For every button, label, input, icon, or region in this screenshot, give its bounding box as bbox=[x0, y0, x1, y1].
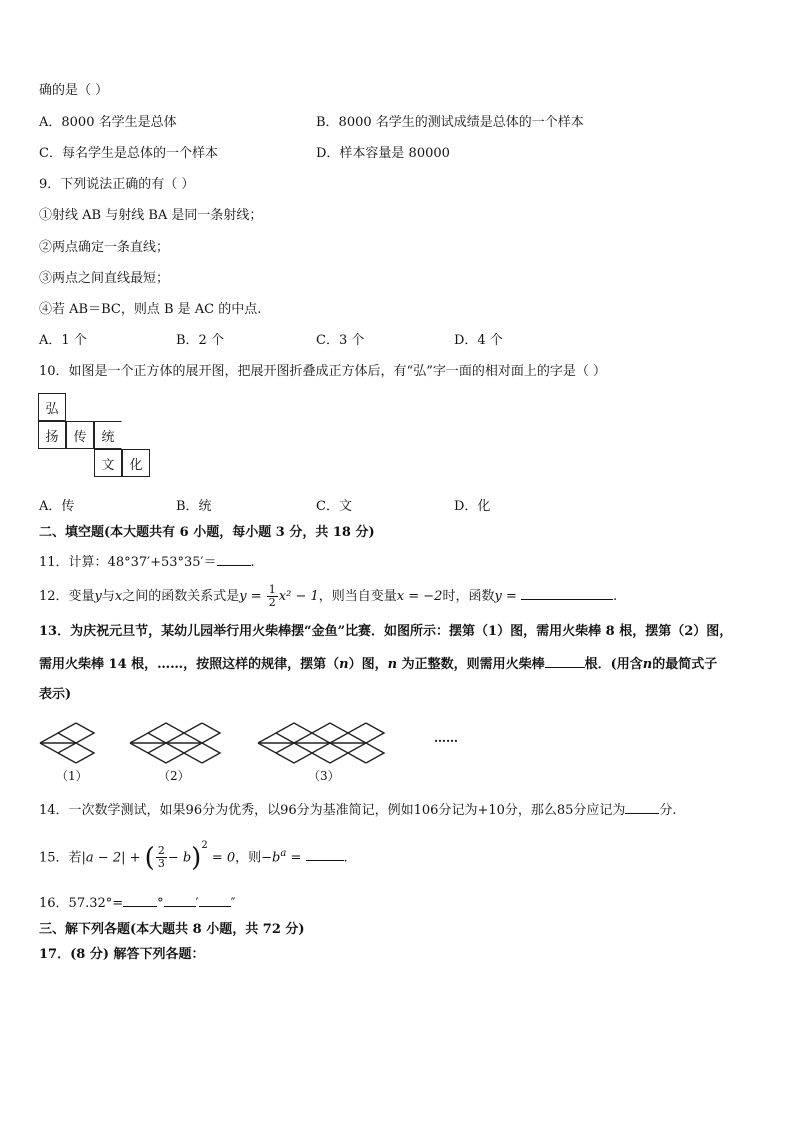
section-2-heading: 二、填空题(本大题共有 6 小题，每小题 3 分，共 18 分) bbox=[39, 525, 375, 540]
q10-option-b: B．统 bbox=[176, 499, 212, 514]
q13-line2e: 的最简式子 bbox=[652, 657, 718, 672]
q8-option-c: C．每名学生是总体的一个样本 bbox=[39, 146, 218, 161]
q8-option-a: A．8000 名学生是总体 bbox=[39, 115, 177, 130]
q12-mid3: ，则当自变量 bbox=[318, 589, 397, 604]
q10-option-a: A．传 bbox=[39, 499, 75, 514]
q9-option-c: C．3 个 bbox=[316, 333, 365, 348]
q8-option-b: B．8000 名学生的测试成绩是总体的一个样本 bbox=[316, 115, 584, 130]
q16-degree-sign: ° bbox=[157, 896, 164, 911]
q15-left-paren: ( bbox=[144, 842, 155, 873]
net-cell-hua: 化 bbox=[122, 449, 150, 477]
q12-ask: y = bbox=[494, 589, 517, 604]
q14-answer-blank bbox=[625, 801, 659, 814]
q15-right-paren: ) bbox=[191, 842, 202, 873]
q15-answer-blank bbox=[306, 848, 344, 861]
q10-stem: 10．如图是一个正方体的展开图，把展开图折叠成正方体后，有“弘”字一面的相对面上的字是（ ） bbox=[39, 364, 606, 379]
q10-option-d: D．化 bbox=[454, 499, 491, 514]
q9-statement-3: ③两点之间直线最短； bbox=[39, 271, 170, 286]
q15-fraction bbox=[156, 845, 167, 870]
q15-eq: = bbox=[286, 850, 302, 866]
q13-line-1: 13．为庆祝元旦节，某幼儿园举行用火柴棒摆“金鱼”比赛．如图所示：摆第（1）图，需用火柴棒 8 根，摆第（2）图， bbox=[39, 624, 733, 639]
q13-n2: n bbox=[387, 657, 398, 672]
q15-pre: 15．若 bbox=[39, 850, 82, 866]
q16-pre: 16．57.32°= bbox=[39, 896, 124, 911]
fish-label-3: （3） bbox=[308, 769, 340, 783]
q13-line2a: 需用火柴棒 14 根，……，按照这样的规律，摆第（ bbox=[39, 657, 340, 672]
net-cell-hong: 弘 bbox=[38, 393, 66, 421]
q12-frac-num: 1 bbox=[268, 583, 276, 596]
q15-abs: |a − 2| + bbox=[81, 850, 141, 866]
q12-formula-lhs: y = bbox=[239, 589, 262, 604]
q14-end: 分. bbox=[659, 803, 677, 818]
q15-mid: ，则 bbox=[235, 850, 262, 866]
q9-statement-2: ②两点确定一条直线； bbox=[39, 240, 170, 255]
net-cell-yang: 扬 bbox=[38, 421, 66, 449]
q13-answer-blank bbox=[545, 655, 585, 668]
fish-figure-2 bbox=[130, 723, 220, 763]
section-3-heading: 三、解下列各题(本大题共 8 小题，共 72 分) bbox=[39, 922, 305, 937]
q16-second-sign: ″ bbox=[230, 896, 236, 911]
fish-ellipsis: …… bbox=[434, 731, 458, 745]
q8-option-d: D．样本容量是 80000 bbox=[316, 146, 450, 161]
q12-formula-rhs: x² − 1 bbox=[278, 589, 319, 604]
net-bottom-edge bbox=[38, 448, 95, 449]
q9-option-a: A．1 个 bbox=[39, 333, 87, 348]
q9-option-b: B．2 个 bbox=[176, 333, 224, 348]
q15-exponent: a bbox=[280, 848, 287, 859]
q16-degree-blank bbox=[123, 894, 157, 907]
q15-expr: −b bbox=[261, 850, 281, 866]
q12-fraction bbox=[267, 584, 278, 609]
q16-second-blank bbox=[199, 894, 231, 907]
net-cell-wen: 文 bbox=[94, 449, 122, 477]
net-cell-tong: 统 bbox=[94, 421, 122, 449]
q16-minute-blank bbox=[164, 894, 196, 907]
q15 bbox=[39, 838, 348, 874]
q12-condition: x = −2 bbox=[396, 589, 443, 604]
q10-option-c: C．文 bbox=[316, 499, 352, 514]
fish-figure-3 bbox=[258, 723, 384, 763]
q13-n3: n bbox=[642, 657, 653, 672]
fish-figure-1 bbox=[40, 723, 94, 763]
q13-line-3: 表示) bbox=[39, 687, 72, 702]
q13-line2d: 根．(用含 bbox=[584, 657, 643, 672]
q11-end: . bbox=[250, 555, 255, 570]
q15-square: 2 bbox=[201, 840, 208, 851]
q8-stem-tail: 确的是（ ） bbox=[39, 83, 109, 98]
fish-label-1: （1） bbox=[56, 769, 88, 783]
q9-statement-4: ④若 AB＝BC，则点 B 是 AC 的中点. bbox=[39, 302, 262, 317]
q15-frac-num: 2 bbox=[157, 844, 165, 858]
q16-minute-sign: ′ bbox=[195, 896, 199, 911]
q15-minus-b: − b bbox=[167, 850, 192, 866]
q15-end: . bbox=[343, 850, 348, 866]
q14-text: 14．一次数学测试，如果96分为优秀，以96分为基准简记，例如106分记为+10分，那么85分应记为 bbox=[39, 803, 626, 818]
fish-label-2: （2） bbox=[158, 769, 190, 783]
q12-var-y: y bbox=[94, 589, 102, 604]
q12-mid2: 之间的函数关系式是 bbox=[122, 589, 240, 604]
q12-mid1: 与 bbox=[101, 589, 115, 604]
q13-line2b: ）图， bbox=[348, 657, 388, 672]
q9-statement-1: ①射线 AB 与射线 BA 是同一条射线； bbox=[39, 208, 263, 223]
q12-frac-den: 2 bbox=[268, 596, 276, 609]
q14 bbox=[39, 801, 677, 820]
q13-line-2 bbox=[39, 655, 717, 674]
net-cell-chuan: 传 bbox=[66, 421, 94, 449]
q9-stem: 9．下列说法正确的有（ ） bbox=[39, 177, 195, 192]
fish-svg bbox=[36, 715, 496, 785]
q16 bbox=[39, 894, 235, 913]
q15-eq0: = 0 bbox=[211, 850, 236, 866]
q12-var-x: x bbox=[114, 589, 123, 604]
matchstick-fish-figure bbox=[36, 715, 496, 789]
q12-answer-blank bbox=[521, 587, 613, 600]
q12-end: . bbox=[612, 589, 618, 604]
q12-mid4: 时，函数 bbox=[442, 589, 495, 604]
q13-line2c: 为正整数，则需用火柴棒 bbox=[397, 657, 545, 672]
q12-pre: 12．变量 bbox=[39, 589, 95, 604]
q12 bbox=[39, 584, 617, 609]
q9-option-d: D．4 个 bbox=[454, 333, 503, 348]
q17-heading: 17．(8 分) 解答下列各题： bbox=[39, 947, 205, 962]
q13-n1: n bbox=[339, 657, 349, 672]
q11-text: 11．计算：48°37′+53°35′＝ bbox=[39, 555, 217, 570]
q11 bbox=[39, 553, 255, 572]
q15-frac-den: 3 bbox=[157, 857, 165, 871]
q11-answer-blank bbox=[217, 553, 251, 566]
